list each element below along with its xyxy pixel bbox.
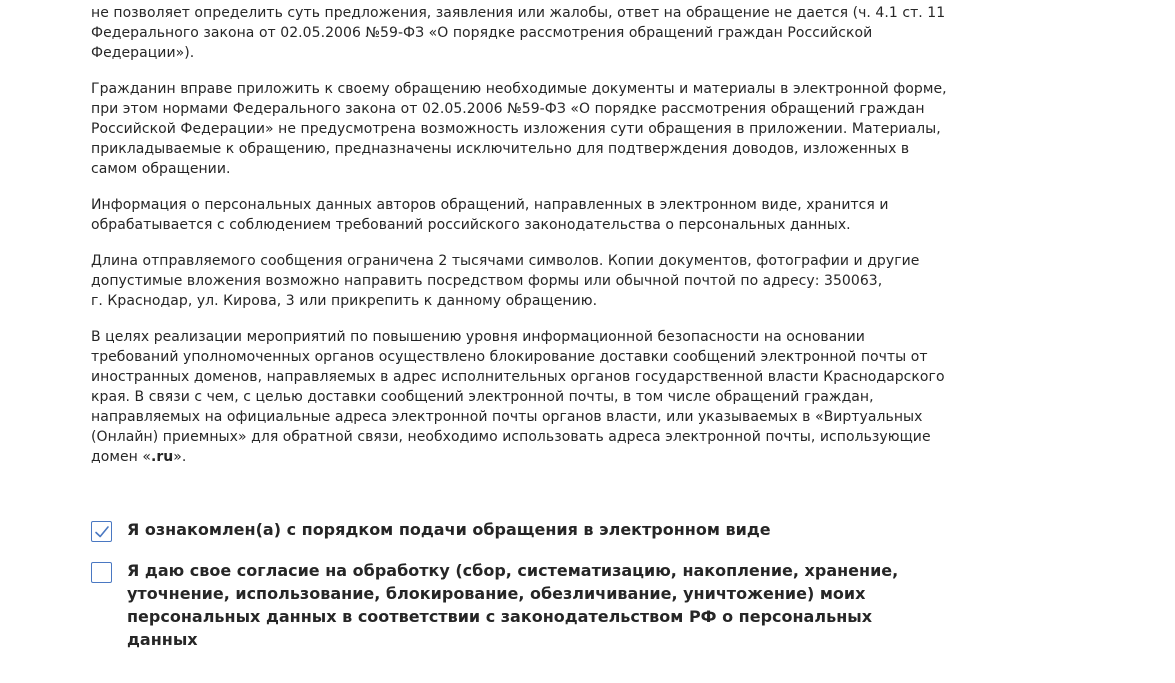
info-line: при этом нормами Федерального закона от 02.05.2006 №59-ФЗ «О порядке рассмотрения обращений граждан — [91, 101, 925, 117]
info-paragraph-3 — [91, 195, 971, 235]
info-line: Федерации»). — [91, 45, 195, 61]
info-paragraph-4 — [91, 251, 971, 311]
info-line: В целях реализации мероприятий по повышению уровня информационной безопасности на основании — [91, 329, 865, 345]
info-line: Длина отправляемого сообщения ограничена 2 тысячами символов. Копии документов, фотографии и другие — [91, 253, 920, 269]
checkmark-icon — [94, 524, 110, 540]
info-line: (Онлайн) приемных» для обратной связи, необходимо использовать адреса электронной почты, использующие — [91, 429, 931, 445]
personal-data-consent-checkbox[interactable] — [91, 562, 112, 583]
acknowledge-checkbox-label[interactable]: Я ознакомлен(а) с порядком подачи обращения в электронном виде — [127, 520, 771, 539]
acknowledge-checkbox[interactable] — [91, 521, 112, 542]
info-line: иностранных доменов, направляемых в адрес исполнительных органов государственной власти Краснодарского — [91, 369, 945, 385]
personal-data-consent-checkbox-label[interactable]: Я даю свое согласие на обработку (сбор, систематизацию, накопление, хранение, уточнение, использование, блокирование, обезличивание, уничтожение) моих персональных данных в соответствии с законодательством РФ о персональных данных — [127, 561, 899, 649]
info-line: самом обращении. — [91, 161, 231, 177]
info-line: требований уполномоченных органов осуществлено блокирование доставки сообщений электронной почты от — [91, 349, 928, 365]
info-line-suffix: ». — [173, 449, 187, 465]
info-line-prefix: домен « — [91, 449, 151, 465]
consent-checkboxes — [91, 518, 971, 668]
info-line: Информация о персональных данных авторов обращений, направленных в электронном виде, хранится и — [91, 197, 889, 213]
info-paragraph-5 — [91, 327, 971, 467]
info-paragraph-1 — [91, 0, 971, 63]
acknowledge-checkbox-row[interactable] — [91, 518, 971, 542]
info-line: Российской Федерации» не предусмотрена возможность изложения сути обращения в приложении. Материалы, — [91, 121, 941, 137]
info-line: обрабатывается с соблюдением требований российского законодательства о персональных данных. — [91, 217, 851, 233]
info-line: допустимые вложения возможно направить посредством формы или обычной почтой по адресу: 350063, — [91, 273, 883, 289]
info-line: г. Краснодар, ул. Кирова, 3 или прикрепить к данному обращению. — [91, 293, 598, 309]
info-paragraph-2 — [91, 79, 971, 179]
personal-data-consent-checkbox-row[interactable] — [91, 559, 971, 651]
info-line: направляемых на официальные адреса электронной почты органов власти, или указываемых в «Виртуальных — [91, 409, 923, 425]
info-line: края. В связи с чем, с целью доставки сообщений электронной почты, в том числе обращений граждан, — [91, 389, 874, 405]
info-line: Гражданин вправе приложить к своему обращению необходимые документы и материалы в электронной форме, — [91, 81, 947, 97]
info-line: не позволяет определить суть предложения, заявления или жалобы, ответ на обращение не дается (ч. 4.1 ст. 11 — [91, 5, 946, 21]
info-line: Федерального закона от 02.05.2006 №59-ФЗ «О порядке рассмотрения обращений граждан Российской — [91, 25, 873, 41]
info-line — [91, 0, 712, 1]
domain-ru-text: .ru — [150, 449, 174, 465]
info-line: прикладываемые к обращению, предназначены исключительно для подтверждения доводов, изложенных в — [91, 141, 910, 157]
info-text-block — [91, 0, 971, 483]
